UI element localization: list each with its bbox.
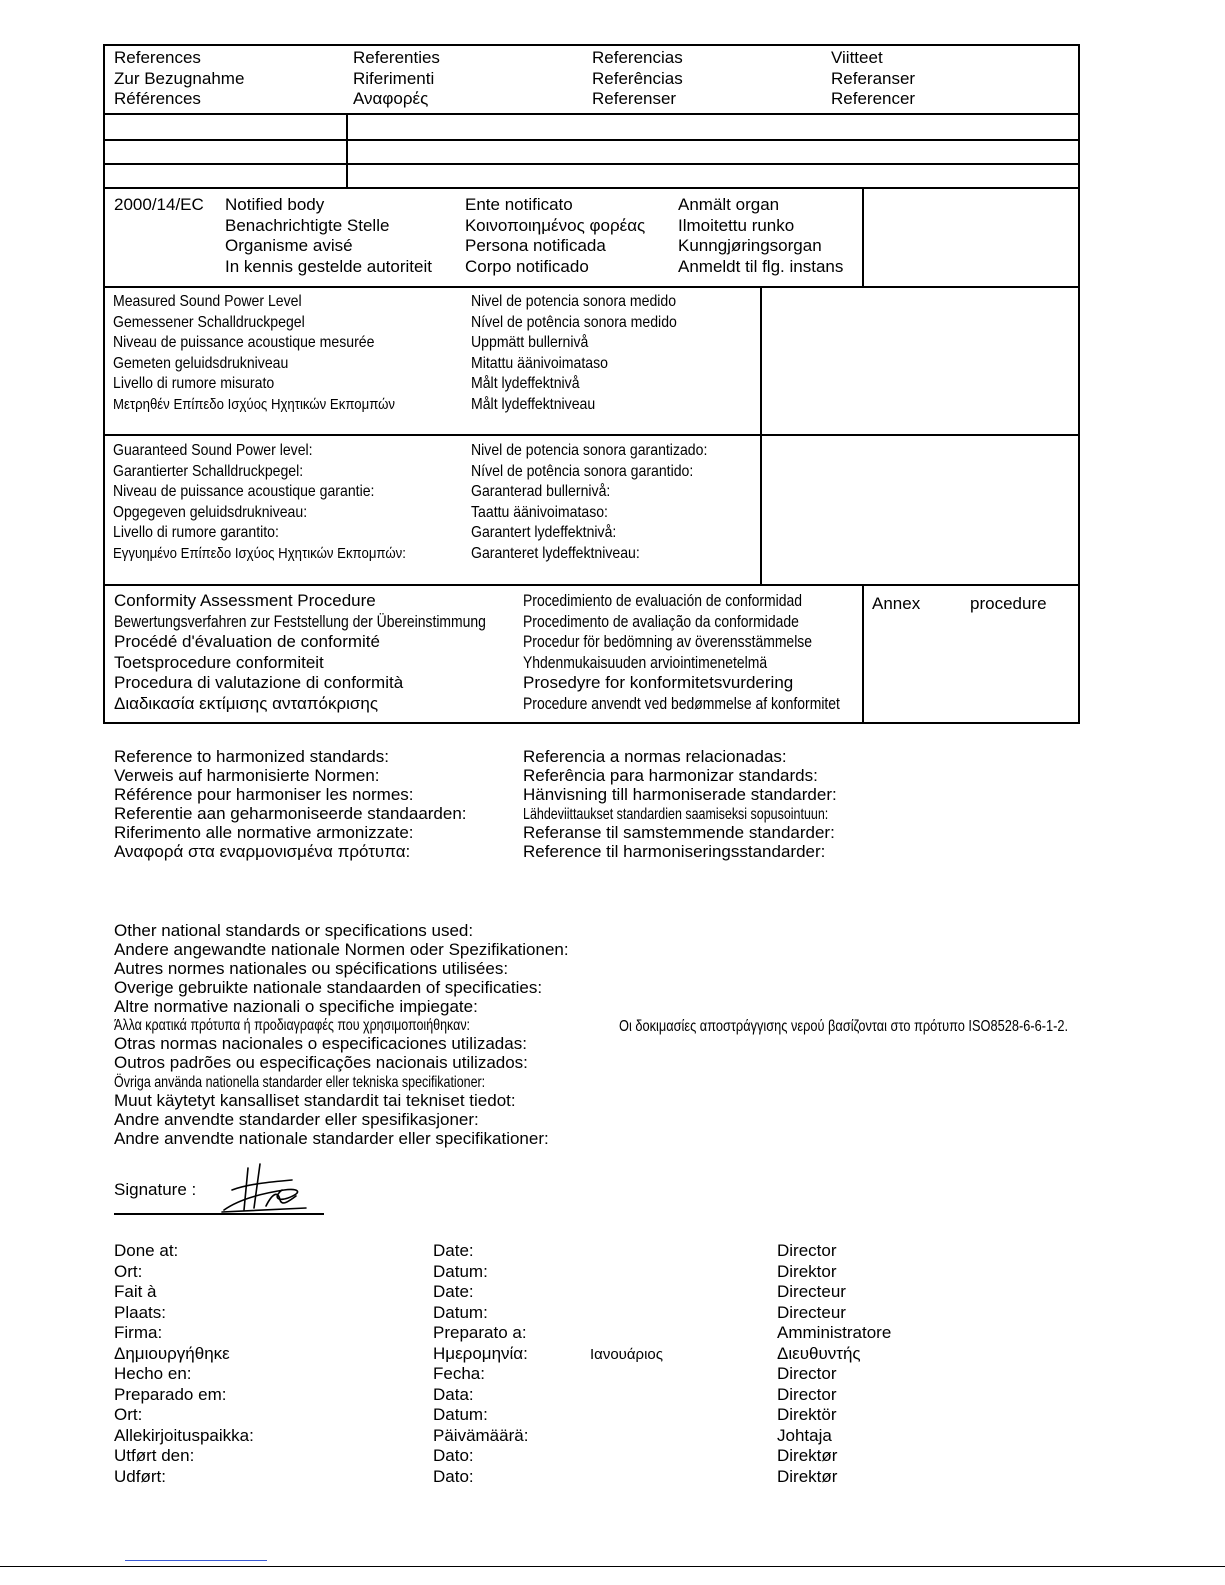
other-standards-label: Övriga använda nationella standarder eller tekniska specifikationer: [114,1074,486,1092]
notified-body-label: Corpo notificado [465,256,589,276]
references-label: Références [114,89,201,108]
harmonized-label: Verweis auf harmonisierte Normen: [114,766,380,785]
notified-body-label: In kennis gestelde autoriteit [225,256,432,276]
notified-body-label: Anmält organ [678,195,780,214]
guaranteed-level-right [471,441,707,564]
footer-place-column [114,1241,254,1487]
harmonized-label: Referencia a normas relacionadas: [523,747,787,766]
other-standards-label-wrap [114,1073,590,1092]
other-standards-label: Andre anvendte standarder eller spesifikasjoner: [114,1109,479,1129]
conformity-label: Bewertungsverfahren zur Feststellung der Übereinstimmung [114,611,486,631]
footer-title-label: Johtaja [777,1425,832,1445]
signature-mark [218,1160,310,1214]
harmonized-label: Reference til harmoniseringsstandarder: [523,842,826,861]
footer-date-label: Preparato a: [433,1323,527,1342]
footer-place-label: Done at: [114,1241,179,1260]
measured-level-label: Measured Sound Power Level [113,293,302,310]
conformity-left [114,591,568,714]
footer-place-label: Utført den: [114,1446,195,1465]
notified-body-col-3 [678,195,843,277]
notified-body-label: Benachrichtigte Stelle [225,215,390,235]
date-month-value: Ιανουάριος [590,1346,663,1363]
footer-title-label: Director [777,1364,837,1383]
conformity-label: Procedur för bedömning av överensstämmelse [523,632,813,651]
measured-level-label: Gemeten geluidsdrukniveau [113,354,289,372]
harmonized-label: Riferimento alle normative armonizzate: [114,823,414,842]
references-label: References [114,48,201,67]
conformity-label: Prosedyre for konformitetsvurdering [523,673,794,692]
reference-row-line-1 [103,139,1080,141]
footer-title-label: Direktør [777,1466,838,1486]
harmonized-label: Reference to harmonized standards: [114,747,389,766]
footer-date-label: Datum: [433,1405,488,1424]
conformity-label: Conformity Assessment Procedure [114,591,376,610]
footer-date-label: Datum: [433,1261,488,1281]
notified-body-label: Organisme avisé [225,236,353,255]
notified-body-label: Notified body [225,195,325,214]
signature-line [114,1213,324,1215]
footer-title-label: Direktör [777,1405,837,1424]
footer-date-label: Data: [433,1384,474,1404]
footer-date-label: Date: [433,1282,474,1301]
measured-level-label: Nivel de potencia sonora medido [471,293,677,310]
conformity-label-wrap [523,612,909,633]
guaranteed-level-label: Garantierter Schalldruckpegel: [113,462,304,480]
footer-place-label: Δημιουργήθηκε [114,1343,230,1363]
guaranteed-level-label: Garanteret lydeffektniveau: [471,544,640,562]
references-label: Viitteet [831,48,883,67]
harmonized-label: Referanse til samstemmende standarder: [523,823,835,842]
notified-body-separator [862,187,864,287]
footer-date-label: Ημερομηνία: [433,1343,528,1363]
conformity-label-wrap [523,694,909,715]
guaranteed-level-label: Guaranteed Sound Power level: [113,442,313,459]
guaranteed-level-label: Opgegeven geluidsdrukniveau: [113,503,308,521]
footer-title-label: Directeur [777,1282,846,1301]
footer-title-label: Direktør [777,1446,838,1465]
notified-body-label: Anmeldt til flg. instans [678,256,844,276]
guaranteed-level-label: Nível de potência sonora garantido: [471,462,694,480]
conformity-label: Procédé d'évaluation de conformité [114,632,380,651]
measured-level-label: Mitattu äänivoimataso [471,354,608,372]
references-label: Referenties [353,48,440,67]
references-label: Referenser [592,89,677,108]
drainage-test-note-text: Οι δοκιμασίες αποστράγγισης νερού βασίζονται στο πρότυπο ISO8528-6-6-1-2. [619,1018,1069,1035]
measured-level-separator [760,286,762,435]
footer-place-label: Preparado em: [114,1384,227,1404]
footer-place-label: Udført: [114,1466,166,1486]
bottom-blue-rule [125,1560,267,1561]
footer-title-label: Διευθυντής [777,1343,861,1363]
conformity-label-wrap [114,612,568,633]
footer-title-label: Direktor [777,1261,837,1281]
harmonized-label: Référence pour harmoniser les normes: [114,785,414,804]
other-standards-label-wrap [114,1016,590,1035]
footer-place-label: Ort: [114,1405,143,1424]
conformity-label: Procedimiento de evaluación de conformidad [523,591,802,610]
other-standards-label: Άλλα κρατικά πρότυπα ή προδιαγραφές που χρησιμοποιήθηκαν: [114,1017,471,1035]
footer-date-label: Datum: [433,1302,488,1322]
conformity-label: Procedure anvendt ved bedømmelse af konformitet [523,693,840,713]
other-standards-label: Andere angewandte nationale Normen oder Spezifikationen: [114,939,569,959]
harmonized-label-wrap [523,804,914,823]
other-standards-label: Muut käytetyt kansalliset standardit tai tekniset tiedot: [114,1091,516,1111]
notified-body-label: Kunngjøringsorgan [678,236,822,255]
references-label: Referanser [831,68,916,88]
harmonized-label: Referência para harmonizar standards: [523,766,818,785]
references-divider [103,113,1080,115]
conformity-label: Procedura di valutazione di conformità [114,673,404,692]
harmonized-label: Αναφορά στα εναρμονισμένα πρότυπα: [114,842,411,861]
footer-date-label: Dato: [433,1466,474,1486]
signature-label: Signature : [114,1180,197,1199]
reference-row-line-2 [103,163,1080,165]
measured-level-label: Nível de potência sonora medido [471,313,677,331]
guaranteed-level-label: Nivel de potencia sonora garantizado: [471,442,708,459]
references-label: Riferimenti [353,68,435,88]
measured-level-label: Målt lydeffektniveau [471,395,596,413]
footer-title-column [777,1241,891,1487]
measured-level-label: Målt lydeffektnivå [471,375,580,392]
other-standards-list [114,922,590,1149]
guaranteed-level-label: Εγγυημένο Επίπεδο Ισχύος Ηχητικών Εκπομπών: [113,544,406,562]
notified-body-label: Κοινοποιημένος φορέας [465,215,646,235]
guaranteed-level-label: Niveau de puissance acoustique garantie: [113,483,375,500]
conformity-label: Διαδικασία εκτίμισης ανταπόκρισης [114,693,379,713]
conformity-label-wrap [523,591,909,612]
reference-row-separator [346,113,348,188]
references-label: Referencer [831,89,916,108]
references-label: Referencias [592,48,683,67]
references-label: Zur Bezugnahme [114,68,245,88]
references-label: Referências [592,68,683,88]
harmonized-label: Lähdeviittaukset standardien saamiseksi sopusointuun: [523,806,829,823]
bottom-page-rule [0,1566,1225,1567]
footer-date-label: Fecha: [433,1364,485,1383]
footer-place-label: Fait à [114,1282,157,1301]
footer-date-label: Päivämäärä: [433,1425,529,1445]
conformity-label: Yhdenmukaisuuden arviointimenetelmä [523,652,768,672]
harmonized-left [114,747,467,861]
footer-place-label: Firma: [114,1323,163,1342]
measured-level-label: Gemessener Schalldruckpegel [113,313,305,331]
other-standards-label: Outros padrões ou especificações nacionais utilizados: [114,1053,528,1073]
drainage-test-note [619,1016,1180,1036]
measured-level-right [471,292,677,415]
footer-title-label: Directeur [777,1302,846,1322]
conformity-right [523,591,909,714]
references-label: Αναφορές [353,89,429,108]
measured-level-label: Livello di rumore misurato [113,375,275,392]
footer-date-label: Dato: [433,1446,474,1465]
other-standards-label: Overige gebruikte nationale standaarden of specificaties: [114,977,543,997]
notified-body-col-1 [225,195,432,277]
footer-place-label: Hecho en: [114,1364,192,1383]
conformity-label: Procedimento de avaliação da conformidade [523,611,799,631]
measured-level-label: Niveau de puissance acoustique mesurée [113,334,375,351]
notified-body-col-2 [465,195,645,277]
directive-number: 2000/14/EC [114,195,204,214]
references-col-2 [353,48,440,110]
other-standards-label: Autres normes nationales ou spécifications utilisées: [114,958,509,978]
conformity-label-wrap [523,632,909,653]
guaranteed-level-label: Garanterad bullernivå: [471,483,611,500]
footer-title-label: Amministratore [777,1323,892,1342]
footer-date-label: Date: [433,1241,474,1260]
measured-level-label: Μετρηθέν Επίπεδο Ισχύος Ηχητικών Εκπομπών [113,395,396,413]
footer-date-column [433,1241,528,1487]
measured-level-left [113,292,395,415]
references-col-4 [831,48,915,110]
guaranteed-level-left [113,441,406,564]
harmonized-right [523,747,914,861]
notified-body-label: Ente notificato [465,195,573,214]
other-standards-label: Other national standards or specifications used: [114,921,474,940]
notified-body-label: Persona notificada [465,236,606,255]
references-col-3 [592,48,683,110]
references-col-1 [114,48,244,110]
other-standards-label: Altre normative nazionali o specifiche impiegate: [114,996,478,1016]
guaranteed-level-label: Livello di rumore garantito: [113,524,279,541]
harmonized-label: Referentie aan geharmoniseerde standaarden: [114,804,467,823]
footer-title-label: Director [777,1384,837,1404]
other-standards-label: Andre anvendte nationale standarder eller specifikationer: [114,1128,549,1148]
footer-place-label: Allekirjoituspaikka: [114,1425,254,1445]
conformity-label: Toetsprocedure conformiteit [114,652,324,672]
harmonized-label: Hänvisning till harmoniserade standarder: [523,785,837,804]
footer-place-label: Ort: [114,1261,143,1281]
guaranteed-level-separator [760,434,762,585]
other-standards-label: Otras normas nacionales o especificaciones utilizadas: [114,1034,527,1054]
measured-level-label: Uppmätt bullernivå [471,334,589,351]
guaranteed-level-label: Taattu äänivoimataso: [471,503,608,521]
footer-place-label: Plaats: [114,1302,166,1322]
footer-title-label: Director [777,1241,837,1260]
procedure-label: procedure [970,594,1047,613]
guaranteed-level-label: Garantert lydeffektnivå: [471,524,617,541]
annex-label: Annex [872,594,921,613]
notified-body-label: Ilmoitettu runko [678,215,795,235]
conformity-label-wrap [523,653,909,674]
